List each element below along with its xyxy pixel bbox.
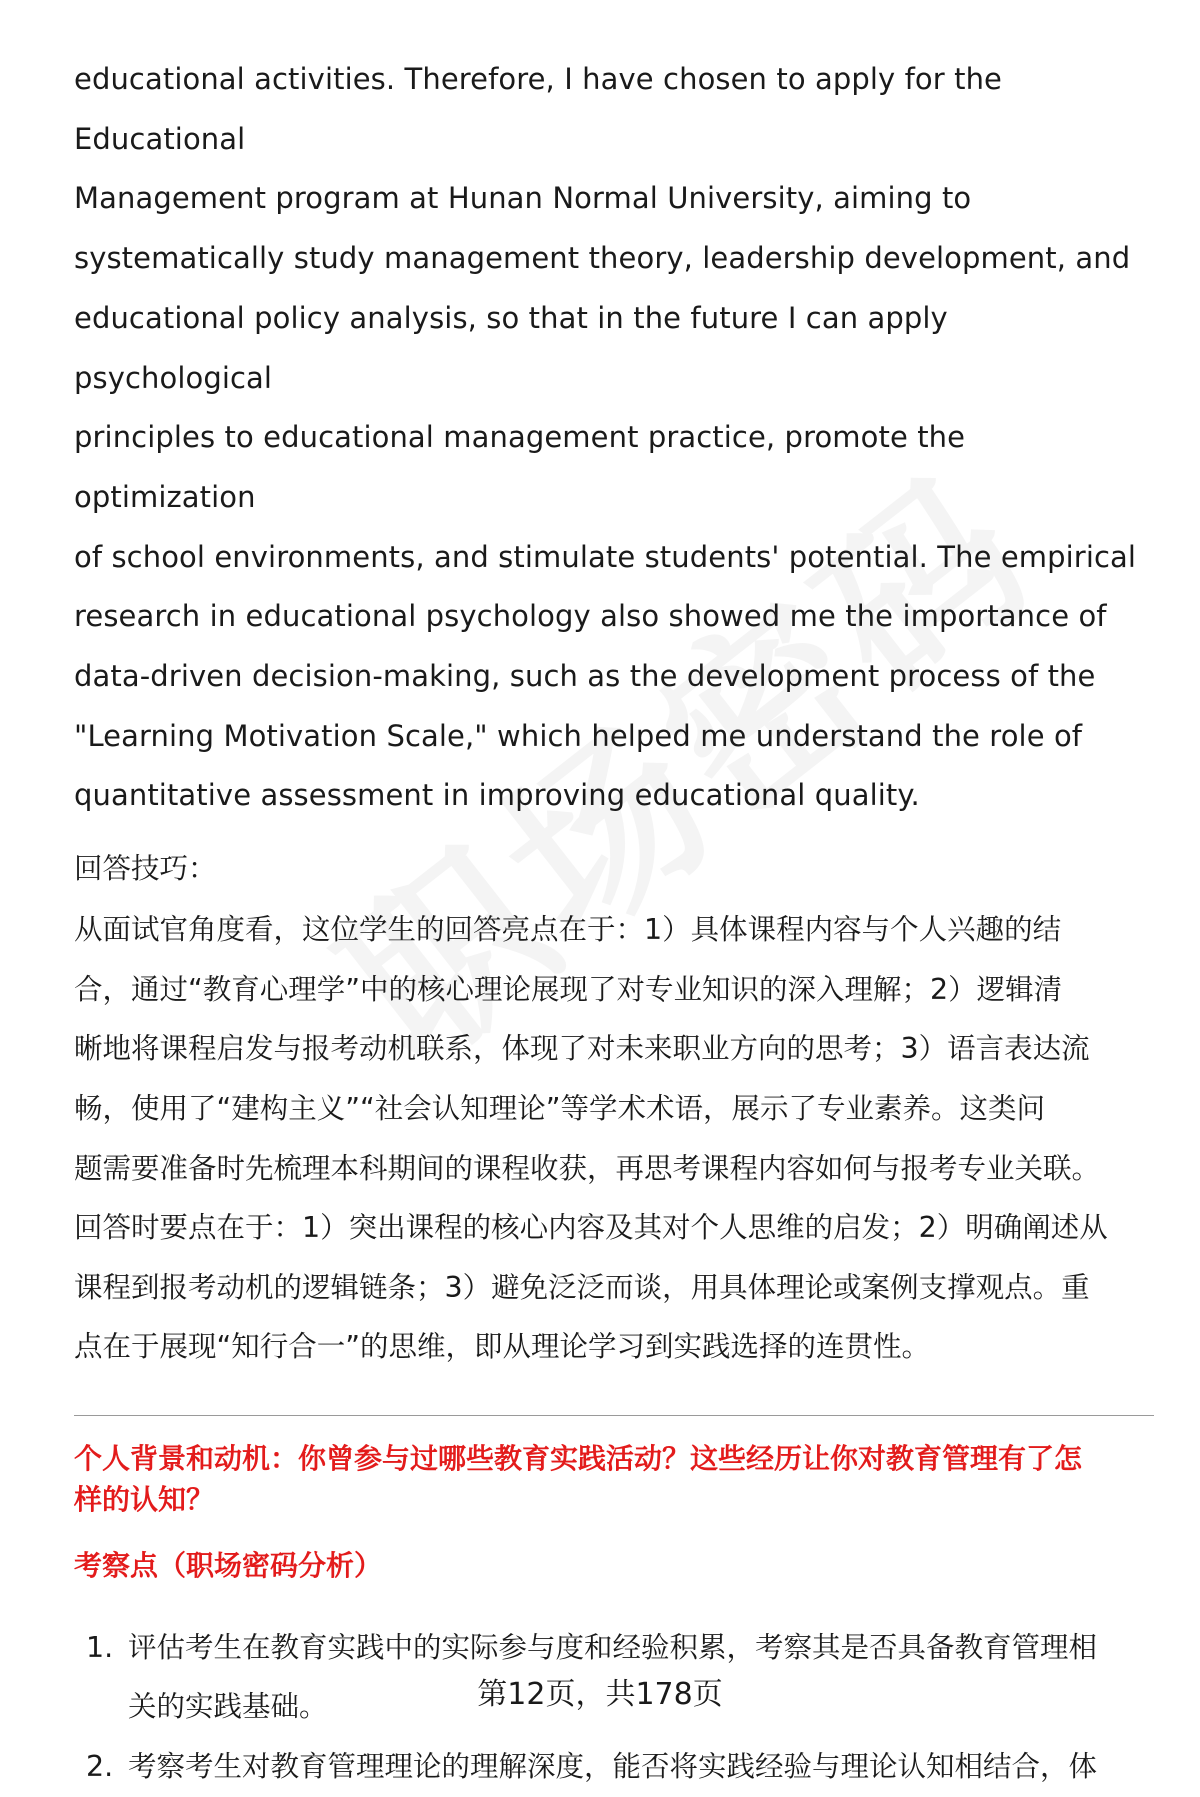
text-line: 课程到报考动机的逻辑链条；3）避免泛泛而谈，用具体理论或案例支撑观点。重 bbox=[74, 1270, 1090, 1304]
text-line: 题需要准备时先梳理本科期间的课程收获，再思考课程内容如何与报考专业关联。 bbox=[74, 1151, 1101, 1185]
text-line: data-driven decision-making, such as the development process of the bbox=[74, 659, 1096, 694]
text-line: 回答时要点在于：1）突出课程的核心内容及其对个人思维的启发；2）明确阐述从 bbox=[74, 1211, 1108, 1245]
document-page bbox=[74, 50, 1154, 1797]
text-line: 点在于展现“知行合一”的思维，即从理论学习到实践选择的连贯性。 bbox=[74, 1330, 931, 1364]
text-line: educational activities. Therefore, I have chosen to apply for the Educational bbox=[74, 62, 1002, 156]
text-line: educational policy analysis, so that in the future I can apply psychological bbox=[74, 300, 948, 395]
text-line: quantitative assessment in improving educational quality. bbox=[74, 778, 920, 813]
text-line: systematically study management theory, leadership development, and bbox=[74, 241, 1131, 276]
text-line: research in educational psychology also showed me the importance of bbox=[74, 599, 1107, 634]
list-item-text: 评估考生在教育实践中的实际参与度和经验积累，考察其是否具备教育管理相 bbox=[128, 1630, 1098, 1664]
text-line: principles to educational management practice, promote the optimization bbox=[74, 420, 966, 514]
list-item-number: 1. bbox=[86, 1630, 114, 1664]
list-item bbox=[74, 1737, 1154, 1797]
page-footer: 第12页，共178页 bbox=[477, 1677, 723, 1712]
text-line: 晰地将课程启发与报考动机联系，体现了对未来职业方向的思考；3）语言表达流 bbox=[74, 1032, 1090, 1066]
text-line: 合，通过“教育心理学”中的核心理论展现了对专业知识的深入理解；2）逻辑清 bbox=[74, 972, 1063, 1006]
list-item-number: 2. bbox=[86, 1750, 114, 1784]
question-line: 样的认知？ bbox=[74, 1482, 215, 1516]
intro-paragraph bbox=[74, 50, 1154, 826]
tips-heading: 回答技巧： bbox=[74, 852, 217, 886]
list-item-text: 关的实践基础。 bbox=[128, 1690, 328, 1724]
text-line: 从面试官角度看，这位学生的回答亮点在于：1）具体课程内容与个人兴趣的结 bbox=[74, 913, 1062, 947]
exam-points-heading: 考察点（职场密码分析） bbox=[74, 1548, 383, 1582]
question-heading bbox=[74, 1438, 1154, 1520]
text-line: 畅，使用了“建构主义”“社会认知理论”等学术术语，展示了专业素养。这类问 bbox=[74, 1091, 1046, 1125]
question-line: 个人背景和动机：你曾参与过哪些教育实践活动？这些经历让你对教育管理有了怎 bbox=[74, 1441, 1083, 1475]
text-line: of school environments, and stimulate students' potential. The empirical bbox=[74, 539, 1137, 574]
tips-body bbox=[74, 900, 1154, 1377]
section-divider bbox=[74, 1415, 1154, 1416]
text-line: Management program at Hunan Normal University, aiming to bbox=[74, 181, 972, 216]
list-item-text: 考察考生对教育管理理论的理解深度，能否将实践经验与理论认知相结合，体 bbox=[128, 1750, 1098, 1784]
text-line: "Learning Motivation Scale," which helped me understand the role of bbox=[74, 718, 1083, 753]
